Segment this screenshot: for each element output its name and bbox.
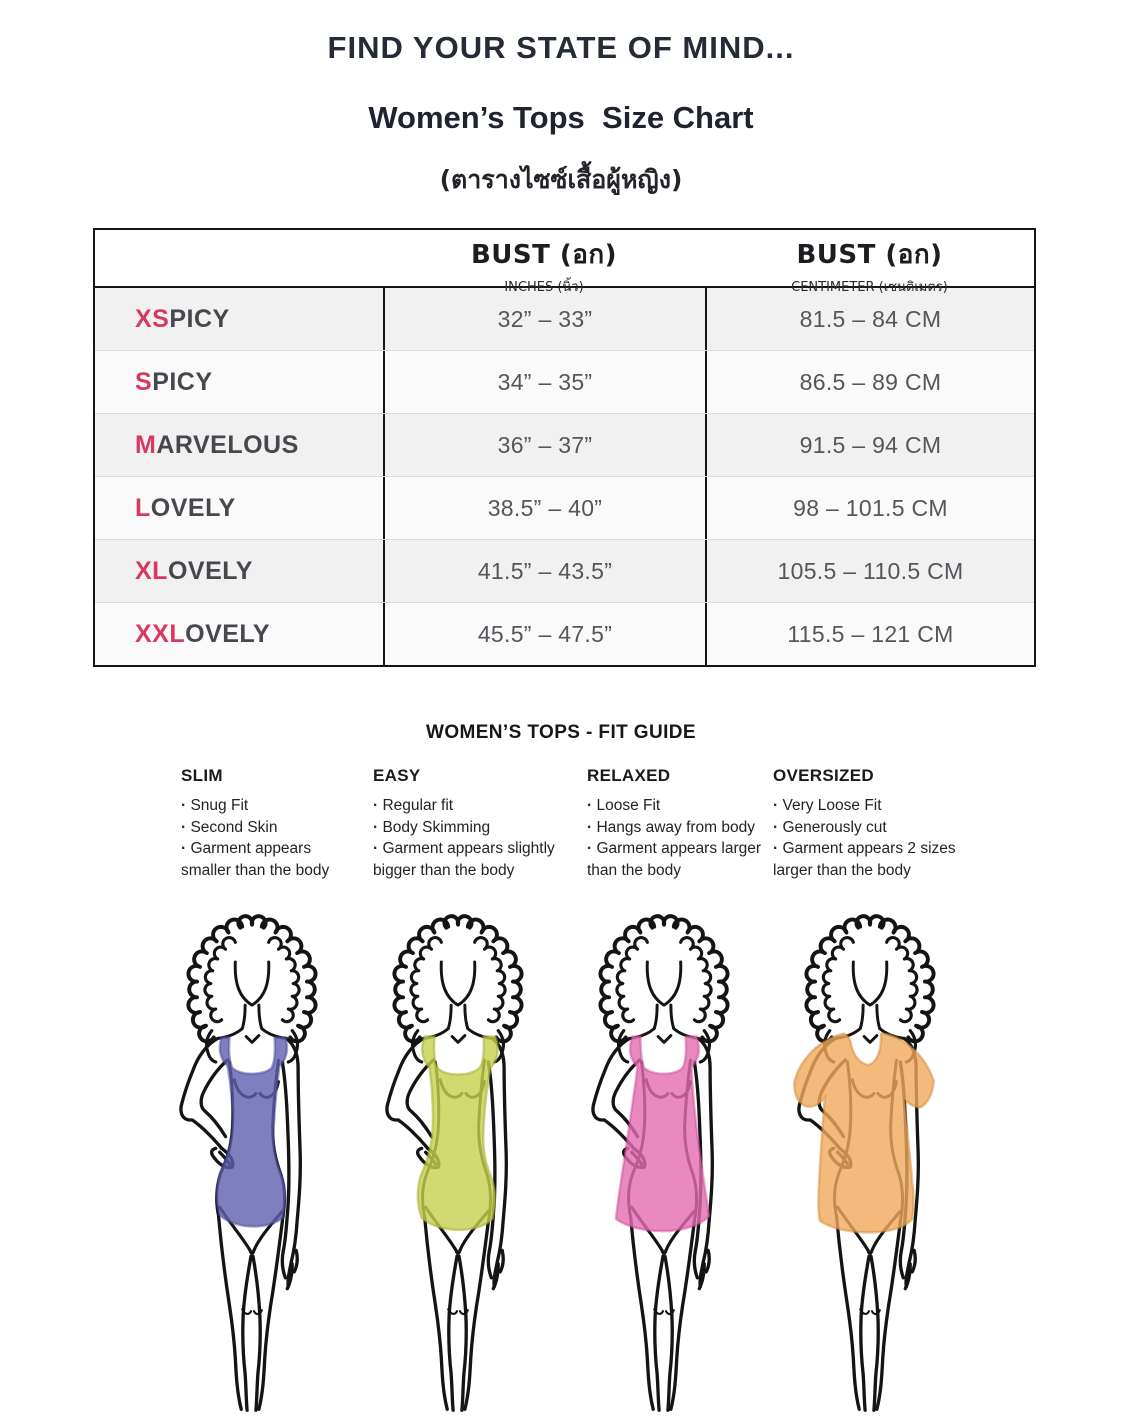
size-label <box>95 351 383 413</box>
fit-name: RELAXED <box>587 766 671 785</box>
size-label-rest: OVELY <box>185 619 271 648</box>
size-table <box>93 228 1036 667</box>
bust-inches-value: 45.5” – 47.5” <box>383 603 705 665</box>
fit-guide-columns <box>181 766 981 881</box>
size-label-prefix: L <box>135 493 151 522</box>
bust-cm-value: 98 – 101.5 CM <box>705 477 1034 539</box>
fit-column-slim <box>181 766 373 881</box>
size-label <box>95 288 383 350</box>
size-label-rest: OVELY <box>167 556 253 585</box>
size-label <box>95 477 383 539</box>
bust-inches-subheader: INCHES (นิ้ว) <box>504 280 584 295</box>
size-label-prefix: S <box>135 367 153 396</box>
table-row <box>95 602 1034 665</box>
bust-cm-value: 81.5 – 84 CM <box>705 288 1034 350</box>
bust-cm-header: BUST (อก) <box>796 240 943 270</box>
fit-bullet: · Regular fit <box>373 795 587 817</box>
fit-guide-figures <box>0 912 1122 1421</box>
fit-bullet: · Garment appears smaller than the body <box>181 838 373 881</box>
table-row <box>95 413 1034 476</box>
fit-column-easy <box>373 766 587 881</box>
fit-bullet: · Snug Fit <box>181 795 373 817</box>
size-label-rest: PICY <box>169 304 230 333</box>
page-subtitle-thai: (ตารางไซซ์เสื้อผู้หญิง) <box>439 165 683 194</box>
size-label-prefix: M <box>135 430 157 459</box>
size-label-prefix: XS <box>135 304 170 333</box>
figure-oversized-fit <box>767 912 973 1419</box>
fit-bullet: · Generously cut <box>773 817 981 839</box>
size-table-header-cm <box>705 230 1034 297</box>
bust-cm-value: 91.5 – 94 CM <box>705 414 1034 476</box>
fit-column-relaxed <box>587 766 773 881</box>
fit-guide-title: WOMEN’S TOPS - FIT GUIDE <box>426 722 696 743</box>
table-row <box>95 350 1034 413</box>
fit-bullet: · Loose Fit <box>587 795 773 817</box>
size-label-rest: ARVELOUS <box>156 430 299 459</box>
bust-inches-value: 41.5” – 43.5” <box>383 540 705 602</box>
fit-bullet: · Body Skimming <box>373 817 587 839</box>
size-table-header-row <box>95 230 1034 295</box>
size-label-prefix: XXL <box>135 619 186 648</box>
size-label-rest: PICY <box>152 367 213 396</box>
bust-inches-value: 36” – 37” <box>383 414 705 476</box>
size-label <box>95 540 383 602</box>
fit-bullet: · Garment appears larger than the body <box>587 838 773 881</box>
size-table-body <box>95 288 1034 665</box>
fit-bullet: · Very Loose Fit <box>773 795 981 817</box>
table-row <box>95 539 1034 602</box>
fit-name: EASY <box>373 766 421 785</box>
size-label-rest: OVELY <box>150 493 236 522</box>
bust-cm-subheader: CENTIMETER (เซนติเมตร) <box>791 280 948 295</box>
bust-inches-header: BUST (อก) <box>470 240 618 270</box>
bust-cm-value: 86.5 – 89 CM <box>705 351 1034 413</box>
bust-cm-value: 115.5 – 121 CM <box>705 603 1034 665</box>
fit-bullet: · Second Skin <box>181 817 373 839</box>
bust-inches-value: 34” – 35” <box>383 351 705 413</box>
page-title: FIND YOUR STATE OF MIND... <box>327 30 795 65</box>
figure-relaxed-fit <box>561 912 767 1419</box>
page-subtitle: Women’s Tops Size Chart <box>368 100 754 135</box>
fit-bullet: · Garment appears 2 sizes larger than the body <box>773 838 981 881</box>
size-label <box>95 414 383 476</box>
fit-name: OVERSIZED <box>773 766 874 785</box>
figure-easy-fit <box>355 912 561 1419</box>
top-oversized <box>794 1034 933 1233</box>
table-row <box>95 476 1034 539</box>
bust-inches-value: 38.5” – 40” <box>383 477 705 539</box>
size-table-header-inches <box>383 230 705 297</box>
figure-slim-fit <box>149 912 355 1419</box>
fit-bullet: · Garment appears slightly bigger than the body <box>373 838 587 881</box>
table-row <box>95 288 1034 350</box>
size-label <box>95 603 383 665</box>
size-table-header-empty <box>95 230 383 297</box>
top-slim <box>217 1037 287 1226</box>
bust-cm-value: 105.5 – 110.5 CM <box>705 540 1034 602</box>
fit-name: SLIM <box>181 766 223 785</box>
size-label-prefix: XL <box>135 556 168 585</box>
fit-column-oversized <box>773 766 981 881</box>
fit-bullet: · Hangs away from body <box>587 817 773 839</box>
bust-inches-value: 32” – 33” <box>383 288 705 350</box>
